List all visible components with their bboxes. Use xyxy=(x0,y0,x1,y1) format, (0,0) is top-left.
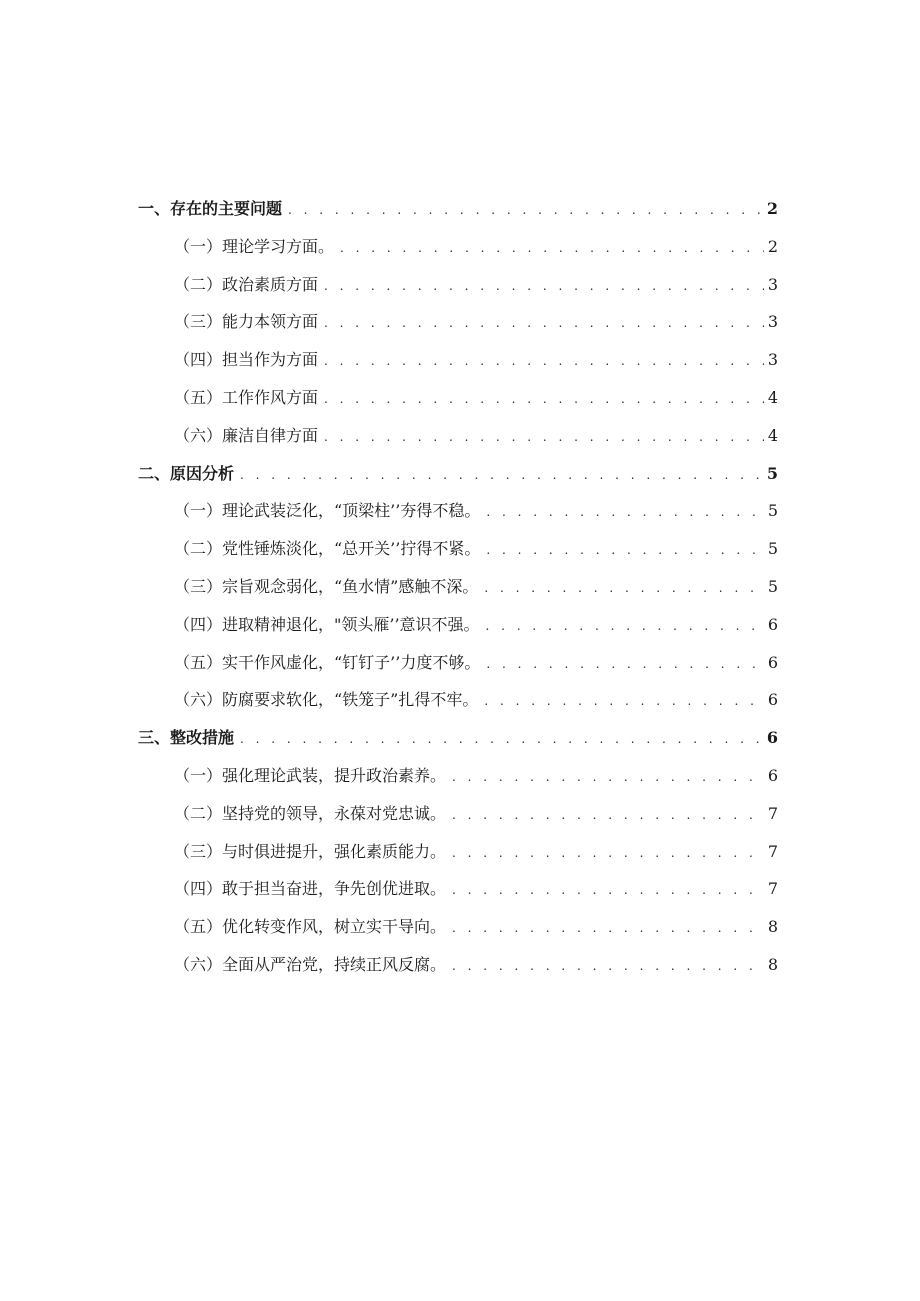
toc-dot-leader xyxy=(240,721,763,759)
toc-subsection-entry[interactable] xyxy=(138,266,778,304)
toc-entry-label: （六）全面从严治党，持续正风反腐。 xyxy=(174,954,447,974)
toc-subsection-entry[interactable] xyxy=(138,681,778,719)
toc-subsection-entry[interactable] xyxy=(138,228,778,266)
toc-entry-label: （一）强化理论武装，提升政治素养。 xyxy=(174,765,447,785)
toc-dot-leader xyxy=(240,457,763,495)
toc-dot-leader xyxy=(486,494,763,532)
toc-subsection-entry[interactable] xyxy=(138,379,778,417)
toc-entry-label: （三）与时俱进提升，强化素质能力。 xyxy=(174,841,447,861)
toc-entry-label: （五）优化转变作风，树立实干导向。 xyxy=(174,917,447,937)
toc-page-number: 6 xyxy=(766,728,778,748)
toc-page-number: 7 xyxy=(767,841,778,861)
toc-subsection-entry[interactable] xyxy=(138,946,778,984)
toc-entry-label: 一、存在的主要问题 xyxy=(138,199,283,218)
toc-page-number: 6 xyxy=(767,765,778,785)
toc-dot-leader xyxy=(452,872,764,910)
toc-entry-label: （五）实干作风虚化，“钉钉子’’力度不够。 xyxy=(174,652,481,672)
toc-dot-leader xyxy=(486,646,763,684)
toc-subsection-entry[interactable] xyxy=(138,568,778,606)
toc-entry-label: （一）理论武装泛化，“顶梁柱’’夯得不稳。 xyxy=(174,501,481,521)
toc-entry-label: （六）廉洁自律方面 xyxy=(174,425,319,445)
toc-page-number: 8 xyxy=(767,954,778,974)
toc-subsection-entry[interactable] xyxy=(138,833,778,871)
toc-page-number: 2 xyxy=(766,199,778,218)
toc-entry-label: （四）担当作为方面 xyxy=(174,350,319,370)
table-of-contents xyxy=(138,190,778,984)
toc-dot-leader xyxy=(324,268,764,306)
toc-entry-label: （三）宗旨观念弱化，“鱼水情”感触不深。 xyxy=(174,576,479,596)
toc-subsection-entry[interactable] xyxy=(138,795,778,833)
toc-page-number: 6 xyxy=(767,652,778,672)
toc-subsection-entry[interactable] xyxy=(138,303,778,341)
toc-page-number: 3 xyxy=(767,350,778,370)
toc-page-number: 6 xyxy=(767,614,778,634)
toc-page-number: 5 xyxy=(766,463,778,483)
toc-dot-leader xyxy=(484,683,763,721)
toc-dot-leader xyxy=(486,608,764,646)
toc-dot-leader xyxy=(452,948,764,986)
toc-entry-label: （三）能力本领方面 xyxy=(174,312,319,332)
toc-dot-leader xyxy=(452,759,764,797)
toc-page-number: 6 xyxy=(767,690,778,710)
toc-page-number: 4 xyxy=(767,387,778,407)
toc-page-number: 5 xyxy=(767,576,778,596)
toc-subsection-entry[interactable] xyxy=(138,606,778,644)
toc-entry-label: （一）理论学习方面。 xyxy=(174,236,335,256)
toc-page-number: 7 xyxy=(767,803,778,823)
toc-dot-leader xyxy=(486,532,763,570)
toc-dot-leader xyxy=(324,381,764,419)
toc-subsection-entry[interactable] xyxy=(138,417,778,455)
toc-entry-label: （四）进取精神退化，"领头雁’’意识不强。 xyxy=(174,614,480,634)
toc-page-number: 3 xyxy=(767,312,778,332)
toc-page-number: 3 xyxy=(767,274,778,294)
toc-page-number: 2 xyxy=(767,236,778,256)
toc-subsection-entry[interactable] xyxy=(138,757,778,795)
toc-section-entry[interactable] xyxy=(138,455,778,493)
toc-page-number: 5 xyxy=(767,539,778,559)
toc-dot-leader xyxy=(340,230,764,268)
toc-dot-leader xyxy=(452,835,764,873)
toc-entry-label: （二）坚持党的领导，永葆对党忠诚。 xyxy=(174,803,447,823)
toc-dot-leader xyxy=(324,343,764,381)
toc-subsection-entry[interactable] xyxy=(138,644,778,682)
toc-page-number: 5 xyxy=(767,501,778,521)
toc-entry-label: （四）敢于担当奋进，争先创优进取。 xyxy=(174,879,447,899)
toc-subsection-entry[interactable] xyxy=(138,341,778,379)
toc-subsection-entry[interactable] xyxy=(138,908,778,946)
toc-entry-label: （二）党性锤炼淡化，“总开关’’拧得不紧。 xyxy=(174,539,481,559)
toc-page-number: 4 xyxy=(767,425,778,445)
toc-entry-label: 三、整改措施 xyxy=(138,728,235,748)
toc-page-number: 7 xyxy=(767,879,778,899)
toc-entry-label: （二）政治素质方面 xyxy=(174,274,319,294)
toc-subsection-entry[interactable] xyxy=(138,530,778,568)
toc-subsection-entry[interactable] xyxy=(138,870,778,908)
toc-dot-leader xyxy=(452,910,764,948)
toc-entry-label: 二、原因分析 xyxy=(138,463,235,483)
toc-entry-label: （五）工作作风方面 xyxy=(174,387,319,407)
toc-dot-leader xyxy=(324,419,764,457)
toc-section-entry[interactable] xyxy=(138,190,778,228)
toc-section-entry[interactable] xyxy=(138,719,778,757)
toc-dot-leader xyxy=(288,192,763,230)
toc-entry-label: （六）防腐要求软化，“铁笼子”扎得不牢。 xyxy=(174,690,479,710)
toc-page-number: 8 xyxy=(767,917,778,937)
toc-dot-leader xyxy=(484,570,763,608)
toc-dot-leader xyxy=(324,305,764,343)
toc-dot-leader xyxy=(452,797,764,835)
toc-subsection-entry[interactable] xyxy=(138,492,778,530)
